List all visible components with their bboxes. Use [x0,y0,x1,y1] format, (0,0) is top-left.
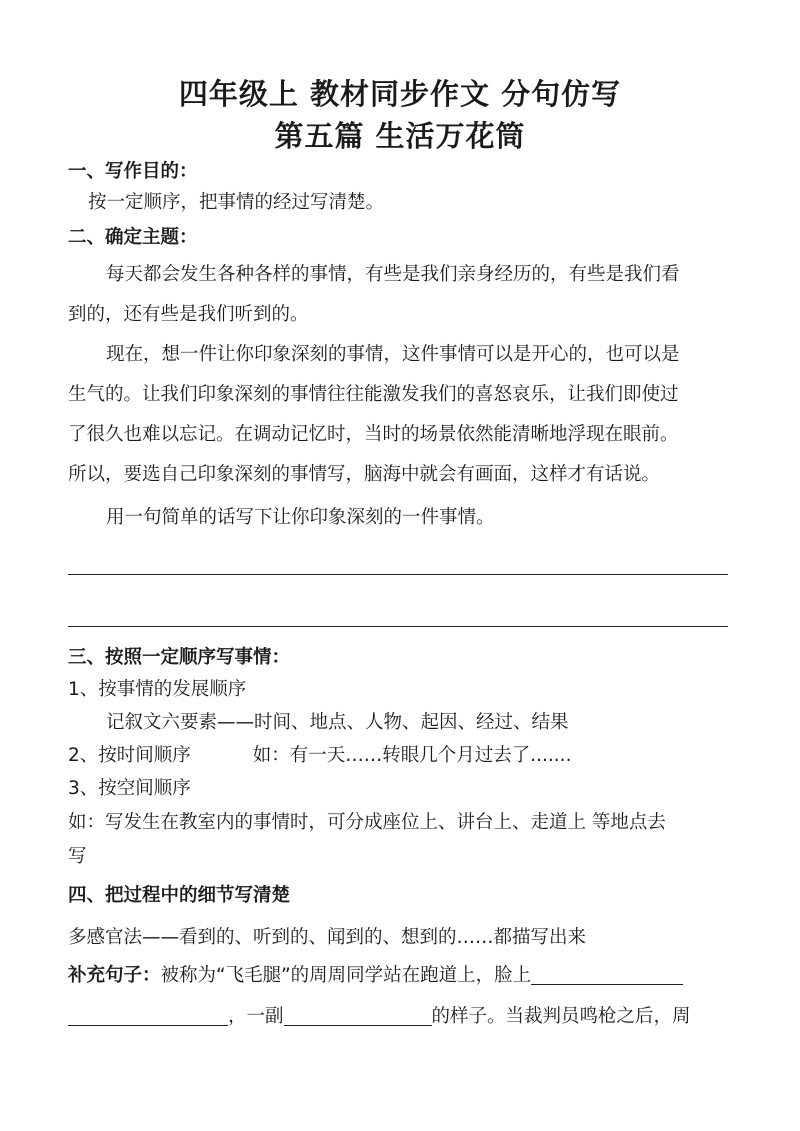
section1-body: 按一定顺序，把事情的经过写清楚。 [88,192,385,213]
answer-line-1[interactable] [68,574,728,575]
section3-item2-example: 如：有一天……转眼几个月过去了....... [252,745,572,766]
section4-heading: 四、把过程中的细节写清楚 [68,885,291,906]
supplement-label: 补充句子： [68,965,161,986]
supplement-row-1 [68,964,683,988]
section3-example-line1: 如：写发生在教室内的事情时，可分成座位上、讲台上、走道上 等地点去 [68,812,666,833]
fill-blank-2[interactable] [68,1005,228,1026]
section2-para2-line3: 了很久也难以忘记。在调动记忆时，当时的场景依然能清晰地浮现在眼前。 [68,424,679,445]
section3-item2-row [68,744,571,768]
section2-heading: 二、确定主题： [68,227,198,248]
section2-para1-line1: 每天都会发生各种各样的事情，有些是我们亲身经历的，有些是我们看 [106,264,680,285]
section4-method: 多感官法——看到的、听到的、闻到的、想到的……都描写出来 [68,927,587,948]
section2-para2-line1: 现在，想一件让你印象深刻的事情，这件事情可以是开心的，也可以是 [106,344,680,365]
supplement-text-3: 的样子。当裁判员鸣枪之后，周 [431,1006,691,1027]
page-subtitle: 第五篇 生活万花筒 [274,119,526,153]
section2-para1-line2: 到的，还有些是我们听到的。 [68,304,309,325]
page-title: 四年级上 教材同步作文 分句仿写 [178,77,622,111]
supplement-text-1: 被称为“飞毛腿”的周周同学站在跑道上，脸上 [160,965,532,986]
section2-para2-line4: 所以，要选自己印象深刻的事情写，脑海中就会有画面，这样才有话说。 [68,464,661,485]
supplement-row-2 [68,1005,691,1029]
section3-example-line2: 写 [68,846,87,867]
fill-blank-1[interactable] [531,964,683,985]
supplement-text-2: ，一副 [228,1006,284,1027]
answer-line-2[interactable] [68,626,728,627]
section3-item1-detail: 记叙文六要素——时间、地点、人物、起因、经过、结果 [106,712,569,733]
section1-heading: 一、写作目的： [68,161,198,182]
section2-prompt: 用一句简单的话写下让你印象深刻的一件事情。 [106,507,495,528]
section3-heading: 三、按照一定顺序写事情： [68,647,291,668]
section3-item3: 3、按空间顺序 [68,778,191,799]
section3-item2: 2、按时间顺序 [68,745,191,766]
fill-blank-3[interactable] [284,1005,432,1026]
section2-para2-line2: 生气的。让我们印象深刻的事情往往能激发我们的喜怒哀乐，让我们即使过 [68,384,679,405]
section3-item1: 1、按事情的发展顺序 [68,679,247,700]
